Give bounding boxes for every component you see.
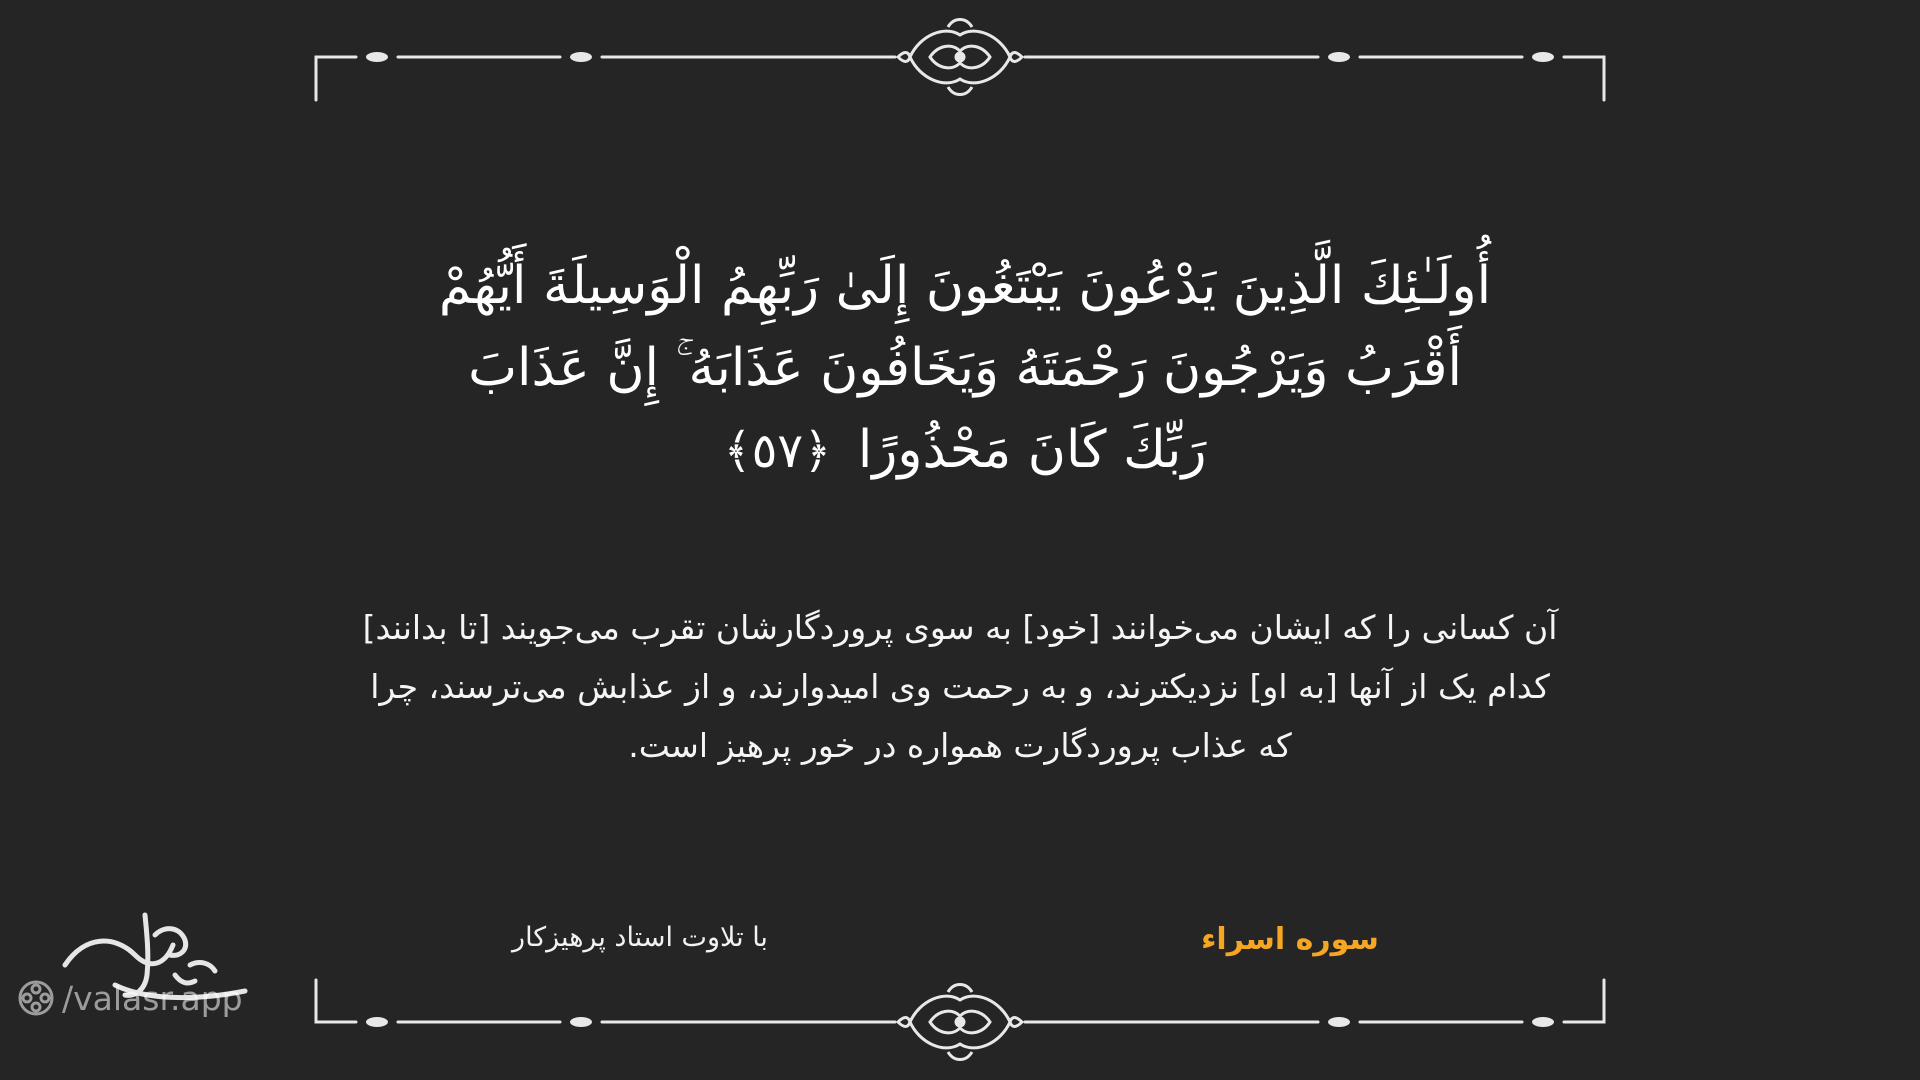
verse-number: ﴿٥٧﴾ (723, 423, 832, 479)
verse-line-1: أُولَـٰئِكَ الَّذِينَ يَدْعُونَ يَبْتَغُونَ إِلَىٰ رَبِّهِمُ الْوَسِيلَةَ أَيُّهُمْ (438, 256, 1492, 316)
arabesque-ornament-icon (898, 985, 1022, 1060)
verse-line-3-text: رَبِّكَ كَانَ مَحْذُورًا (857, 420, 1207, 480)
watermark-text: /valasr.app (62, 978, 243, 1018)
verse-line-2: أَقْرَبُ وَيَرْجُونَ رَحْمَتَهُ وَيَخَافُونَ عَذَابَهُ ۚ إِنَّ عَذَابَ (468, 338, 1462, 398)
arabesque-ornament-icon (898, 20, 1022, 95)
watermark (16, 978, 243, 1018)
surah-name: سوره اسراء (1201, 922, 1379, 957)
reciter-credit: با تلاوت استاد پرهیزکار (512, 922, 768, 953)
persian-translation: آن کسانی را که ایشان می‌خوانند [خود] به سوی پروردگارشان تقرب می‌جویند [تا بدانند] کدام یک از آنها [به او] نزدیکترند، و به رحمت وی امیدوارند، و از عذابش می‌ترسند، چرا که عذاب پروردگارت همواره در خور پرهیز است. (362, 608, 1558, 765)
quran-verse (350, 245, 1580, 492)
verse-line-3 (350, 409, 1580, 492)
film-reel-icon (16, 978, 56, 1018)
